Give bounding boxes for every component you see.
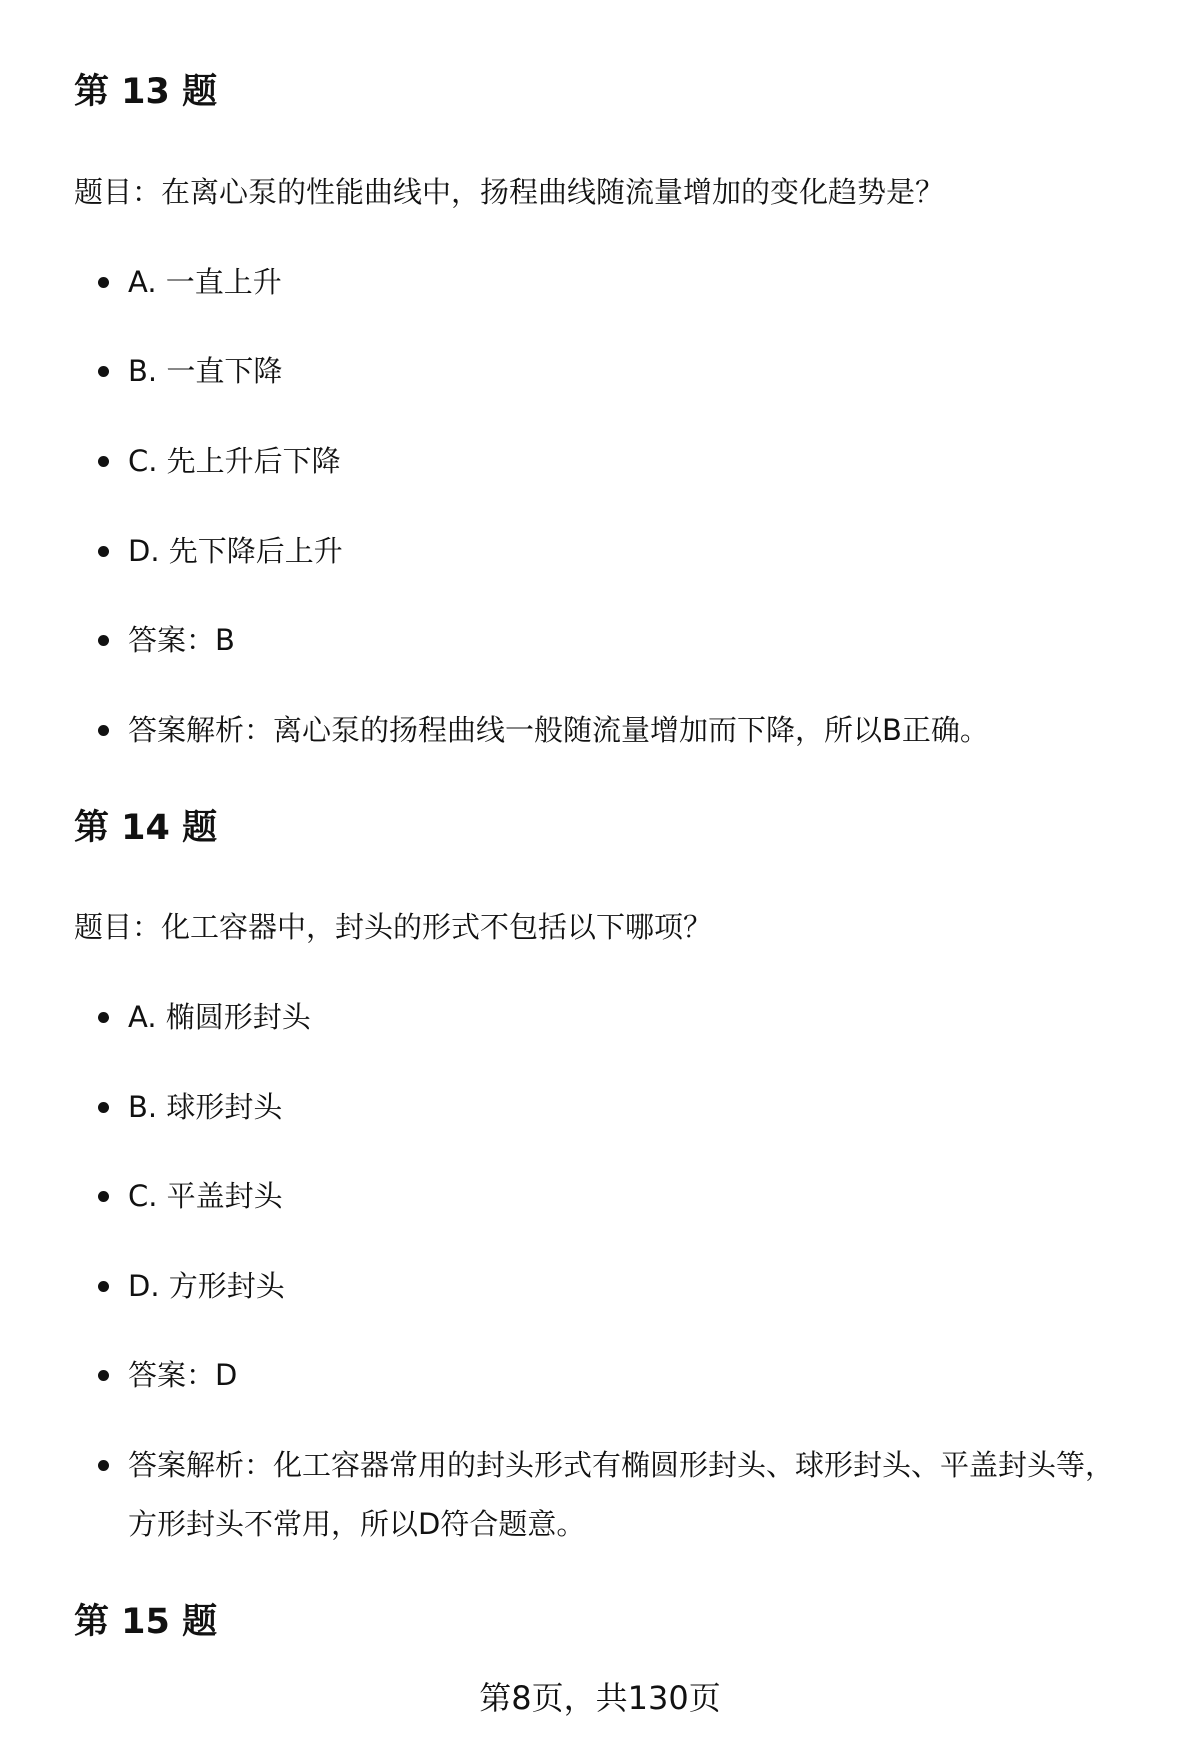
explanation-text: 答案解析：化工容器常用的封头形式有椭圆形封头、球形封头、平盖封头等，方形封头不常用，所以D符合题意。 [128,1448,1115,1541]
bullet-icon [98,277,109,288]
question-14-heading: 第 14 题 [74,808,218,848]
question-13-option-b [0,351,1200,391]
explanation-text: 答案解析：离心泵的扬程曲线一般随流量增加而下降，所以B正确。 [128,713,989,747]
question-13-option-a [0,262,1200,302]
option-text: C. 平盖封头 [128,1179,283,1213]
option-text: C. 先上升后下降 [128,444,341,478]
question-13-option-d [0,531,1200,571]
option-text: A. 一直上升 [128,265,282,299]
question-13-heading: 第 13 题 [74,72,218,112]
bullet-icon [98,1191,109,1202]
bullet-icon [98,546,109,557]
question-14-option-d [0,1266,1200,1306]
question-13-answer [0,620,1200,660]
question-14-option-c [0,1176,1200,1216]
bullet-icon [98,1370,109,1381]
answer-text: 答案：D [128,1358,238,1392]
bullet-icon [98,1012,109,1023]
question-14-option-a [0,997,1200,1037]
question-14-explanation [0,1436,1200,1541]
question-15-heading: 第 15 题 [74,1602,218,1642]
bullet-icon [98,456,109,467]
question-14-stem: 题目：化工容器中，封头的形式不包括以下哪项？ [74,910,713,944]
question-14-answer [0,1355,1200,1395]
bullet-icon [98,1281,109,1292]
option-text: B. 球形封头 [128,1090,283,1124]
page-number-footer: 第8页，共130页 [479,1679,721,1717]
question-13-explanation [0,710,1200,750]
option-text: A. 椭圆形封头 [128,1000,311,1034]
bullet-icon [98,366,109,377]
bullet-icon [98,635,109,646]
bullet-icon [98,1460,109,1471]
option-text: D. 方形封头 [128,1269,285,1303]
option-text: B. 一直下降 [128,354,283,388]
bullet-icon [98,725,109,736]
question-13-stem: 题目：在离心泵的性能曲线中，扬程曲线随流量增加的变化趋势是？ [74,175,945,209]
bullet-icon [98,1102,109,1113]
question-13-option-c [0,441,1200,481]
option-text: D. 先下降后上升 [128,534,343,568]
question-14-option-b [0,1087,1200,1127]
answer-text: 答案：B [128,623,235,657]
